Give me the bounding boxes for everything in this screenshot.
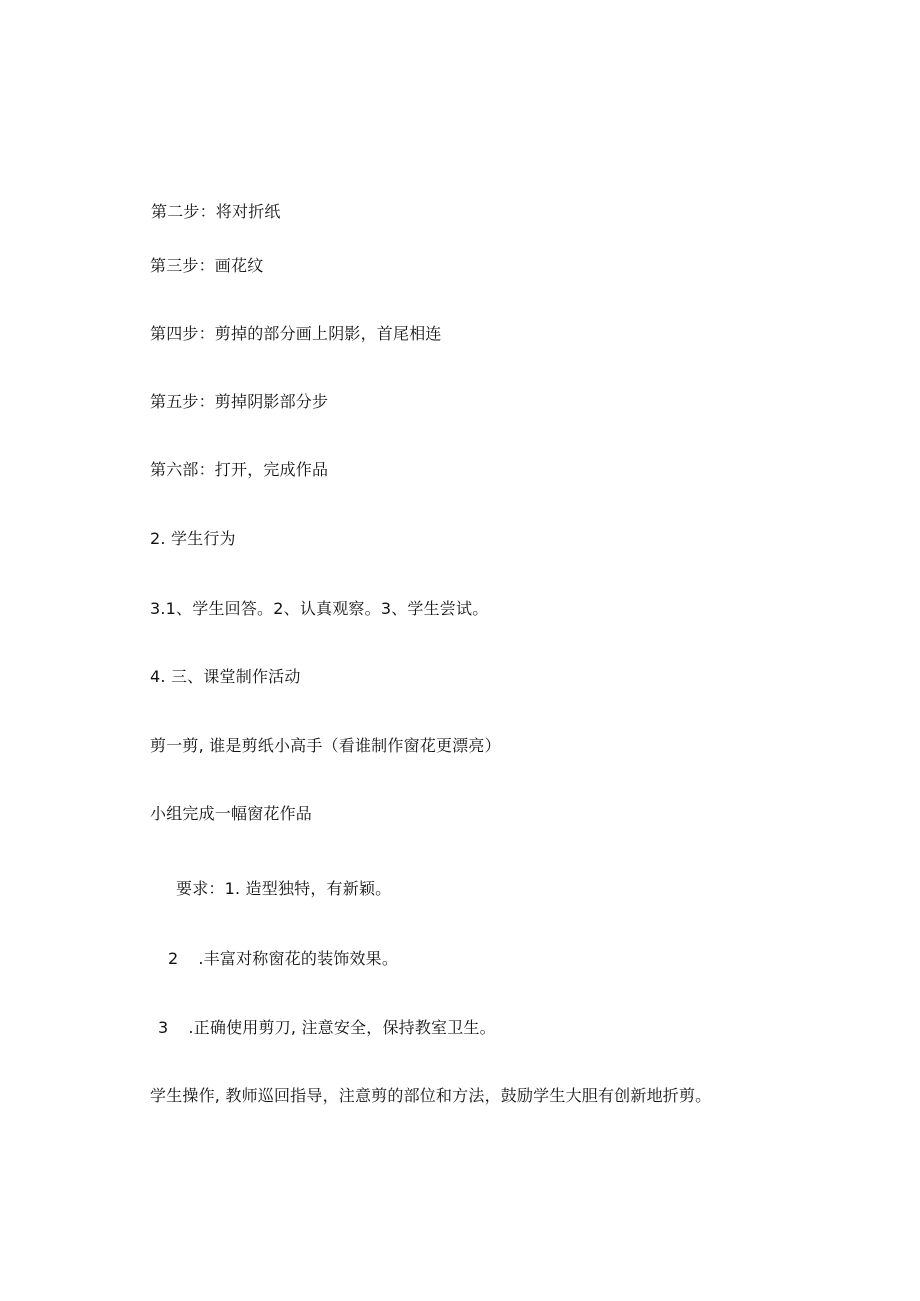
group-work-text: 小组完成一幅窗花作品 [150,804,313,823]
requirement-one-text: 要求：1. 造型独特，有新颖。 [176,879,392,898]
step-six-text: 第六部：打开，完成作品 [150,460,329,479]
requirement-three-text: .正确使用剪刀, 注意安全，保持教室卫生。 [188,1018,496,1037]
step-five-text: 第五步：剪掉阴影部分步 [150,392,329,411]
requirement-two-line [168,949,398,969]
student-response-text: 3.1、学生回答。2、认真观察。3、学生尝试。 [150,599,489,618]
requirement-two-number: 2 [168,949,179,968]
requirement-three-number: 3 [158,1018,169,1037]
requirement-three-line [158,1018,496,1038]
step-four-text: 第四步：剪掉的部分画上阴影，首尾相连 [150,324,442,343]
step-three-text: 第三步：画花纹 [150,256,264,275]
step-two-text: 第二步：将对折纸 [151,202,281,221]
requirement-two-text: .丰富对称窗花的装饰效果。 [198,949,399,968]
activity-title: 剪一剪, 谁是剪纸小高手（看谁制作窗花更漂亮） [150,736,501,755]
activity-heading: 4. 三、课堂制作活动 [150,667,301,686]
teacher-guidance-text: 学生操作, 教师巡回指导，注意剪的部位和方法，鼓励学生大胆有创新地折剪。 [150,1086,712,1105]
student-behavior-heading: 2. 学生行为 [150,529,236,548]
